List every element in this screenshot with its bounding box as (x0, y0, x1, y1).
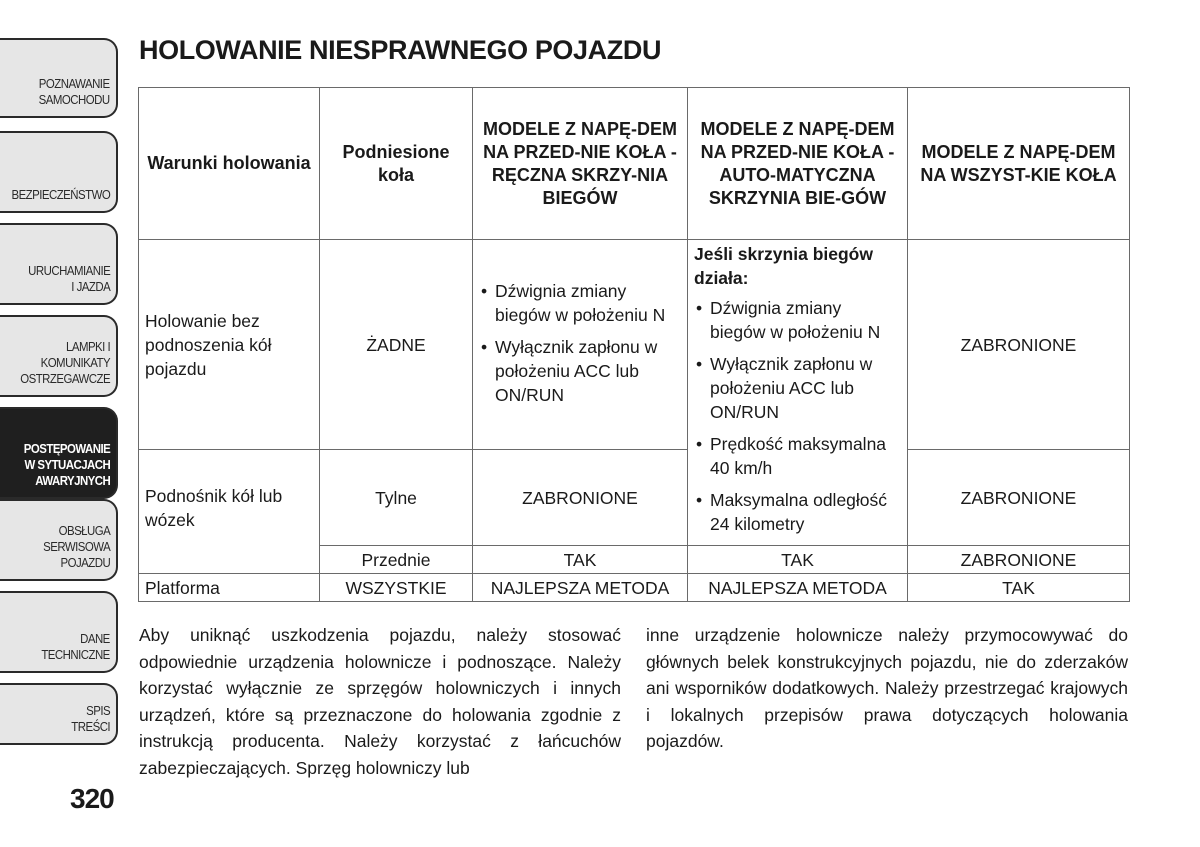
header-cell: MODELE Z NAPĘ-DEM NA PRZED-NIE KOŁA - AUTO-MATYCZNA SKRZYNIA BIE-GÓW (688, 88, 908, 240)
towing-table (138, 87, 1130, 602)
table-cell: NAJLEPSZA METODA (688, 574, 908, 602)
list-item: • Dźwignia zmiany biegów w położeniu N (694, 296, 901, 344)
sidebar-tab-label: POZNAWANIE SAMOCHODU (39, 76, 110, 107)
sidebar-tab-postepowanie[interactable] (0, 407, 118, 499)
page-number: 320 (70, 783, 114, 814)
sidebar-tab-label: OBSŁUGA SERWISOWA POJAZDU (42, 523, 110, 570)
table-cell: Przednie (320, 546, 473, 574)
table-row (139, 450, 1130, 546)
sidebar-tab-label: DANE TECHNICZNE (41, 631, 110, 662)
table-cell: TAK (688, 546, 908, 574)
header-cell: Warunki holowania (139, 88, 320, 240)
table-cell: WSZYSTKIE (320, 574, 473, 602)
header-cell: Podniesione koła (320, 88, 473, 240)
sidebar-tab-obsluga[interactable] (0, 499, 118, 581)
sidebar-tab-bezpieczenstwo[interactable] (0, 131, 118, 213)
sidebar-tab-lampki[interactable] (0, 315, 118, 397)
table-cell: ZABRONIONE (908, 450, 1130, 546)
table-cell: Holowanie bez podnoszenia kół pojazdu (139, 240, 320, 450)
sidebar-tab-label: POSTĘPOWANIE W SYTUACJACH AWARYJNYCH (23, 441, 111, 488)
table-header-row (139, 88, 1130, 240)
table-cell: ZABRONIONE (473, 450, 688, 546)
page-title: HOLOWANIE NIESPRAWNEGO POJAZDU (139, 35, 662, 65)
header-cell: MODELE Z NAPĘ-DEM NA WSZYST-KIE KOŁA (908, 88, 1130, 240)
table-cell: TAK (908, 574, 1130, 602)
sidebar-tab-label: SPIS TREŚCI (71, 703, 110, 734)
sidebar-tab-label: LAMPKI I KOMUNIKATY OSTRZEGAWCZE (20, 339, 110, 386)
list-item: • Wyłącznik zapłonu w położeniu ACC lub ON/RUN (694, 352, 901, 424)
table-cell: TAK (473, 546, 688, 574)
sidebar-tab-poznawanie[interactable] (0, 38, 118, 118)
sidebar-tab-label: BEZPIECZEŃSTWO (11, 187, 110, 202)
table-cell-automatic (688, 240, 908, 546)
table-cell: Tylne (320, 450, 473, 546)
auto-condition-heading: Jeśli skrzynia biegów działa: (694, 244, 873, 288)
table-cell: ZABRONIONE (908, 546, 1130, 574)
table-cell: NAJLEPSZA METODA (473, 574, 688, 602)
header-cell: MODELE Z NAPĘ-DEM NA PRZED-NIE KOŁA - RĘCZNA SKRZY-NIA BIEGÓW (473, 88, 688, 240)
sidebar-tab-uruchamianie[interactable] (0, 223, 118, 305)
body-text-right: inne urządzenie holownicze należy przymocowywać do głównych belek konstrukcyjnych pojazdu, nie do zderzaków ani wsporników dodatkowych. Należy przestrzegać krajowych i lokalnych przepisów prawa dotyczących holowania pojazdów. (646, 625, 1128, 751)
table-row (139, 240, 1130, 450)
table-cell (473, 240, 688, 450)
table-cell: Platforma (139, 574, 320, 602)
sidebar-tab-spis-tresci[interactable] (0, 683, 118, 745)
list-item: • Dźwignia zmiany biegów w położeniu N (479, 279, 681, 327)
list-item: • Maksymalna odległość 24 kilometry (694, 488, 901, 536)
table-cell: Podnośnik kół lub wózek (139, 450, 320, 574)
table-row (139, 574, 1130, 602)
sidebar-tab-dane-techniczne[interactable] (0, 591, 118, 673)
list-item: • Prędkość maksymalna 40 km/h (694, 432, 901, 480)
sidebar-tab-label: URUCHAMIANIE I JAZDA (27, 263, 110, 294)
body-text-left: Aby uniknąć uszkodzenia pojazdu, należy stosować odpowiednie urządzenia holownicze i podnoszące. Należy korzystać wyłącznie ze sprzęgów holowniczych i innych urządzeń, które są przeznaczone do holowania zgodnie z instrukcją producenta. Należy korzystać z łańcuchów zabezpieczających. Sprzęg holowniczy lub (139, 625, 621, 778)
table-cell: ZABRONIONE (908, 240, 1130, 450)
list-item: • Wyłącznik zapłonu w położeniu ACC lub ON/RUN (479, 335, 681, 407)
table-cell: ŻADNE (320, 240, 473, 450)
